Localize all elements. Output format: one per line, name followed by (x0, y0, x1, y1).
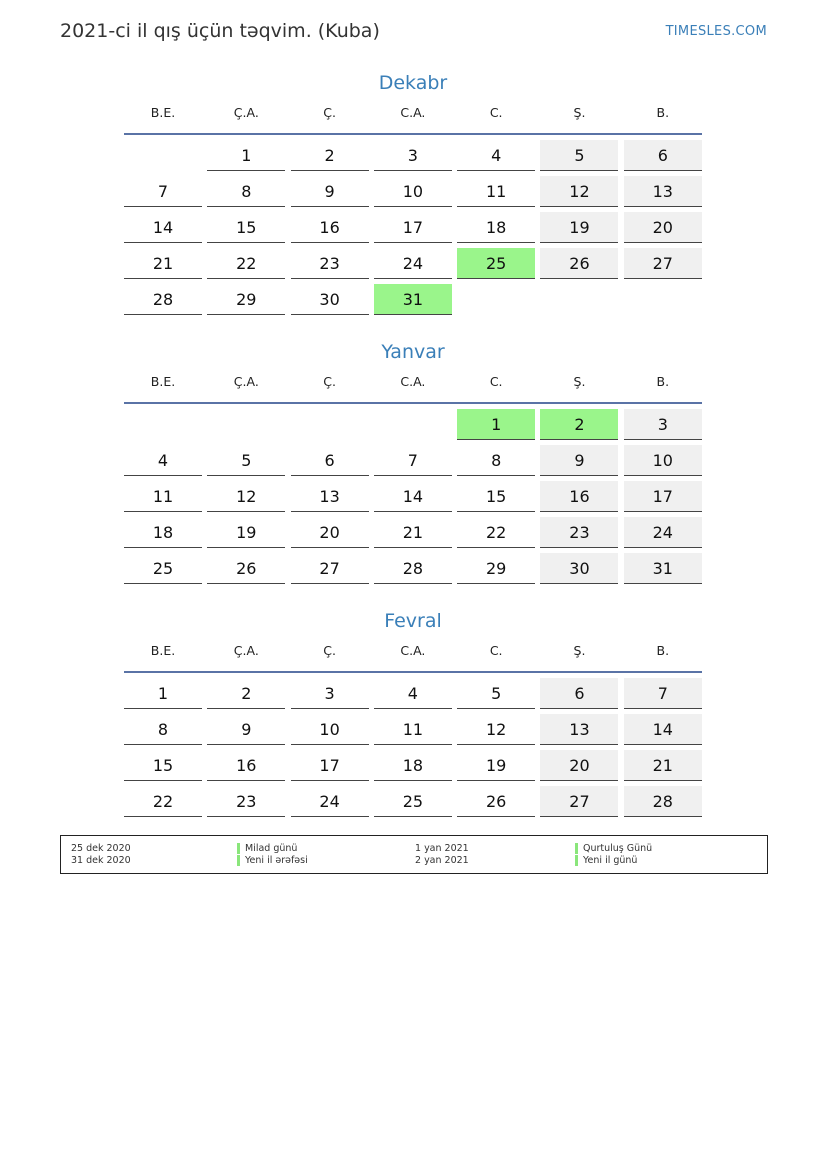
day-cell: 19 (540, 212, 618, 243)
legend-holiday-name: Yeni il ərəfəsi (237, 855, 308, 867)
weekday-label: Ç.A. (233, 643, 259, 658)
weekday-label: Ç. (323, 105, 336, 120)
month-title: Yanvar (381, 341, 445, 363)
day-cell: 25 (124, 553, 202, 584)
day-cell: 22 (207, 248, 285, 279)
day-cell: 16 (291, 212, 369, 243)
day-cell: 30 (291, 284, 369, 315)
day-cell: 29 (457, 553, 535, 584)
weekday-label: B. (656, 374, 670, 389)
weekday-label: C. (489, 105, 503, 120)
day-cell: 28 (624, 786, 702, 817)
day-cell: 3 (624, 409, 702, 440)
legend-date: 2 yan 2021 (415, 855, 469, 866)
day-cell: 24 (624, 517, 702, 548)
day-cell: 2 (207, 678, 285, 709)
day-cell: 14 (124, 212, 202, 243)
day-cell: 16 (540, 481, 618, 512)
day-cell: 21 (374, 517, 452, 548)
day-cell: 9 (540, 445, 618, 476)
month-title: Dekabr (378, 72, 448, 94)
day-cell: 20 (624, 212, 702, 243)
day-cell: 18 (374, 750, 452, 781)
day-cell: 27 (540, 786, 618, 817)
month-december (124, 69, 702, 315)
weekday-label: B. (656, 643, 670, 658)
month-january (124, 338, 702, 584)
empty-cell (291, 409, 369, 440)
day-cell: 9 (207, 714, 285, 745)
day-cell: 17 (624, 481, 702, 512)
empty-cell (124, 140, 202, 171)
day-cell: 27 (291, 553, 369, 584)
weekday-label: Ş. (573, 105, 586, 120)
day-cell: 17 (374, 212, 452, 243)
legend-date: 31 dek 2020 (71, 855, 131, 866)
day-cell: 11 (124, 481, 202, 512)
day-cell: 7 (374, 445, 452, 476)
day-cell: 18 (124, 517, 202, 548)
day-cell: 15 (457, 481, 535, 512)
weekday-label: Ş. (573, 374, 586, 389)
legend-date: 1 yan 2021 (415, 843, 469, 854)
holiday-legend (60, 835, 768, 874)
day-cell: 1 (124, 678, 202, 709)
day-cell: 26 (540, 248, 618, 279)
weekday-label: Ç. (323, 374, 336, 389)
day-cell: 10 (374, 176, 452, 207)
day-cell: 7 (124, 176, 202, 207)
empty-cell (374, 409, 452, 440)
day-cell: 19 (457, 750, 535, 781)
day-cell: 24 (374, 248, 452, 279)
legend-holiday-name: Yeni il günü (575, 855, 637, 867)
day-cell: 3 (291, 678, 369, 709)
weekday-label: B.E. (150, 105, 176, 120)
day-cell: 18 (457, 212, 535, 243)
day-cell: 5 (207, 445, 285, 476)
day-cell: 3 (374, 140, 452, 171)
day-cell: 10 (624, 445, 702, 476)
weekday-header (124, 105, 702, 125)
weekday-label: Ç.A. (233, 374, 259, 389)
day-cell: 5 (540, 140, 618, 171)
day-cell: 13 (291, 481, 369, 512)
day-cell: 7 (624, 678, 702, 709)
legend-date: 25 dek 2020 (71, 843, 131, 854)
day-cell: 25 (374, 786, 452, 817)
day-cell: 29 (207, 284, 285, 315)
weekday-label: C.A. (400, 643, 426, 658)
day-cell: 27 (624, 248, 702, 279)
empty-cell (124, 409, 202, 440)
day-cell: 30 (540, 553, 618, 584)
month-title: Fevral (384, 610, 442, 632)
weekday-label: C.A. (400, 374, 426, 389)
day-cell: 21 (124, 248, 202, 279)
weekday-label: C. (489, 643, 503, 658)
day-cell: 8 (124, 714, 202, 745)
day-cell: 23 (540, 517, 618, 548)
day-grid (124, 140, 702, 315)
weekday-label: Ş. (573, 643, 586, 658)
day-cell: 4 (457, 140, 535, 171)
day-cell: 9 (291, 176, 369, 207)
day-cell: 24 (291, 786, 369, 817)
day-cell: 23 (207, 786, 285, 817)
month-february (124, 607, 702, 817)
header-divider (124, 133, 702, 135)
day-cell: 20 (540, 750, 618, 781)
legend-holiday-name: Milad günü (237, 843, 297, 855)
weekday-label: Ç. (323, 643, 336, 658)
header-divider (124, 671, 702, 673)
day-cell: 1 (207, 140, 285, 171)
day-cell: 12 (457, 714, 535, 745)
holiday-day-cell: 2 (540, 409, 618, 440)
weekday-label: B.E. (150, 374, 176, 389)
page-title: 2021-ci il qış üçün təqvim. (Kuba) (60, 20, 380, 42)
weekday-header (124, 374, 702, 394)
holiday-day-cell: 31 (374, 284, 452, 315)
day-cell: 14 (374, 481, 452, 512)
day-cell: 2 (291, 140, 369, 171)
day-cell: 26 (457, 786, 535, 817)
day-cell: 6 (540, 678, 618, 709)
day-cell: 10 (291, 714, 369, 745)
day-cell: 22 (457, 517, 535, 548)
weekday-label: Ç.A. (233, 105, 259, 120)
day-cell: 8 (207, 176, 285, 207)
day-cell: 20 (291, 517, 369, 548)
day-grid (124, 678, 702, 817)
day-cell: 11 (374, 714, 452, 745)
weekday-label: B.E. (150, 643, 176, 658)
legend-holiday-name: Qurtuluş Günü (575, 843, 652, 855)
header-divider (124, 402, 702, 404)
day-cell: 6 (624, 140, 702, 171)
day-cell: 21 (624, 750, 702, 781)
day-cell: 16 (207, 750, 285, 781)
day-cell: 15 (124, 750, 202, 781)
day-cell: 4 (124, 445, 202, 476)
day-cell: 4 (374, 678, 452, 709)
weekday-label: C.A. (400, 105, 426, 120)
day-cell: 17 (291, 750, 369, 781)
day-cell: 12 (540, 176, 618, 207)
holiday-day-cell: 25 (457, 248, 535, 279)
weekday-label: B. (656, 105, 670, 120)
day-cell: 5 (457, 678, 535, 709)
empty-cell (207, 409, 285, 440)
day-cell: 13 (624, 176, 702, 207)
weekday-header (124, 643, 702, 663)
day-cell: 23 (291, 248, 369, 279)
holiday-day-cell: 1 (457, 409, 535, 440)
day-cell: 26 (207, 553, 285, 584)
day-cell: 12 (207, 481, 285, 512)
day-cell: 31 (624, 553, 702, 584)
day-cell: 14 (624, 714, 702, 745)
day-cell: 19 (207, 517, 285, 548)
day-cell: 13 (540, 714, 618, 745)
day-cell: 8 (457, 445, 535, 476)
day-cell: 28 (124, 284, 202, 315)
day-cell: 6 (291, 445, 369, 476)
day-cell: 22 (124, 786, 202, 817)
site-link[interactable]: TIMESLES.COM (665, 24, 767, 39)
day-cell: 28 (374, 553, 452, 584)
day-grid (124, 409, 702, 584)
day-cell: 15 (207, 212, 285, 243)
day-cell: 11 (457, 176, 535, 207)
weekday-label: C. (489, 374, 503, 389)
